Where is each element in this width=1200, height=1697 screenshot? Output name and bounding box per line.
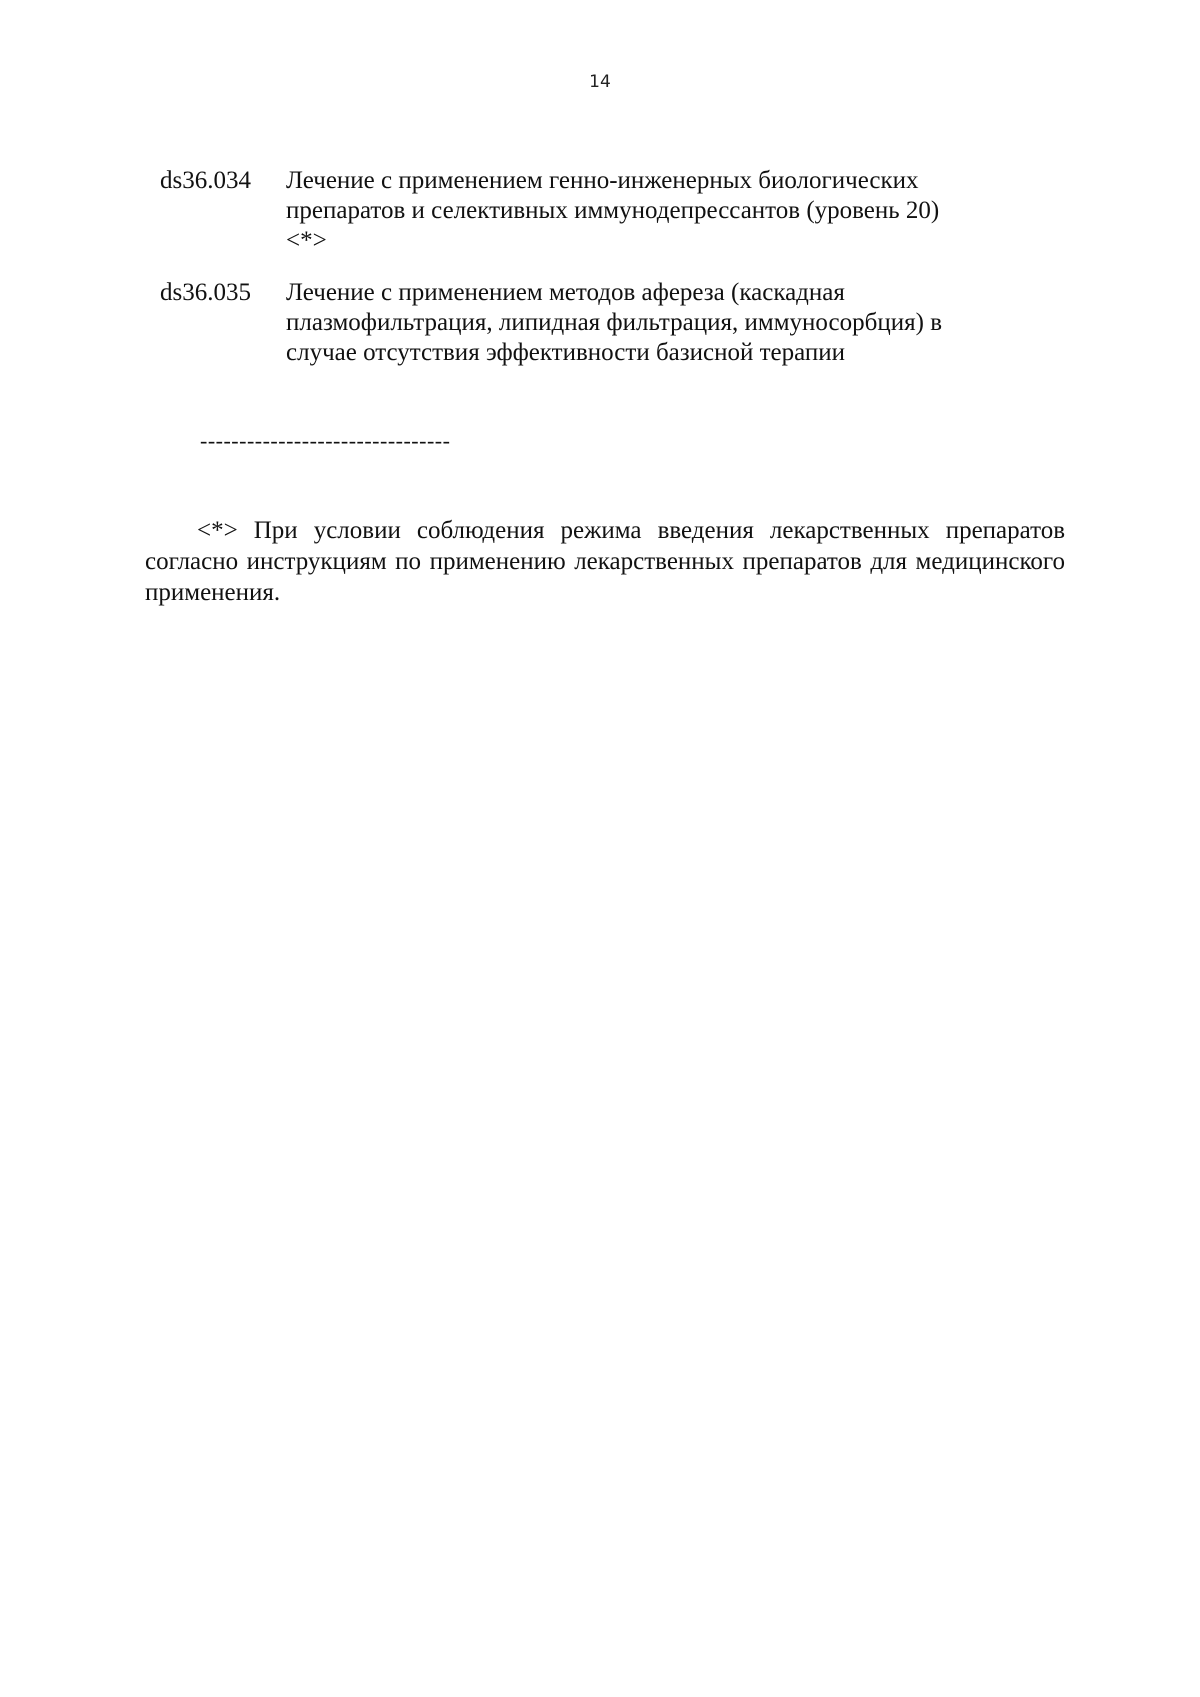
- entry-description: Лечение с применением генно-инженерных биологических препаратов и селективных иммунодепрессантов (уровень 20) <*>: [286, 167, 940, 254]
- code-entry-ds36-034: [160, 166, 1060, 256]
- page-number: 14: [589, 72, 611, 92]
- footnote-separator: --------------------------------: [200, 428, 451, 453]
- code-entries-list: [160, 166, 1060, 390]
- code-entry-ds36-035: [160, 278, 1060, 368]
- entry-description: Лечение с применением методов афереза (каскадная плазмофильтрация, липидная фильтрация, иммуносорбция) в случае отсутствия эффективности базисной терапии: [286, 279, 942, 366]
- footnote: <*> При условии соблюдения режима введения лекарственных препаратов согласно инструкциям по применению лекарственных препаратов для медицинского применения.: [145, 517, 1065, 606]
- entry-code: ds36.034: [160, 167, 251, 194]
- entry-code: ds36.035: [160, 279, 251, 306]
